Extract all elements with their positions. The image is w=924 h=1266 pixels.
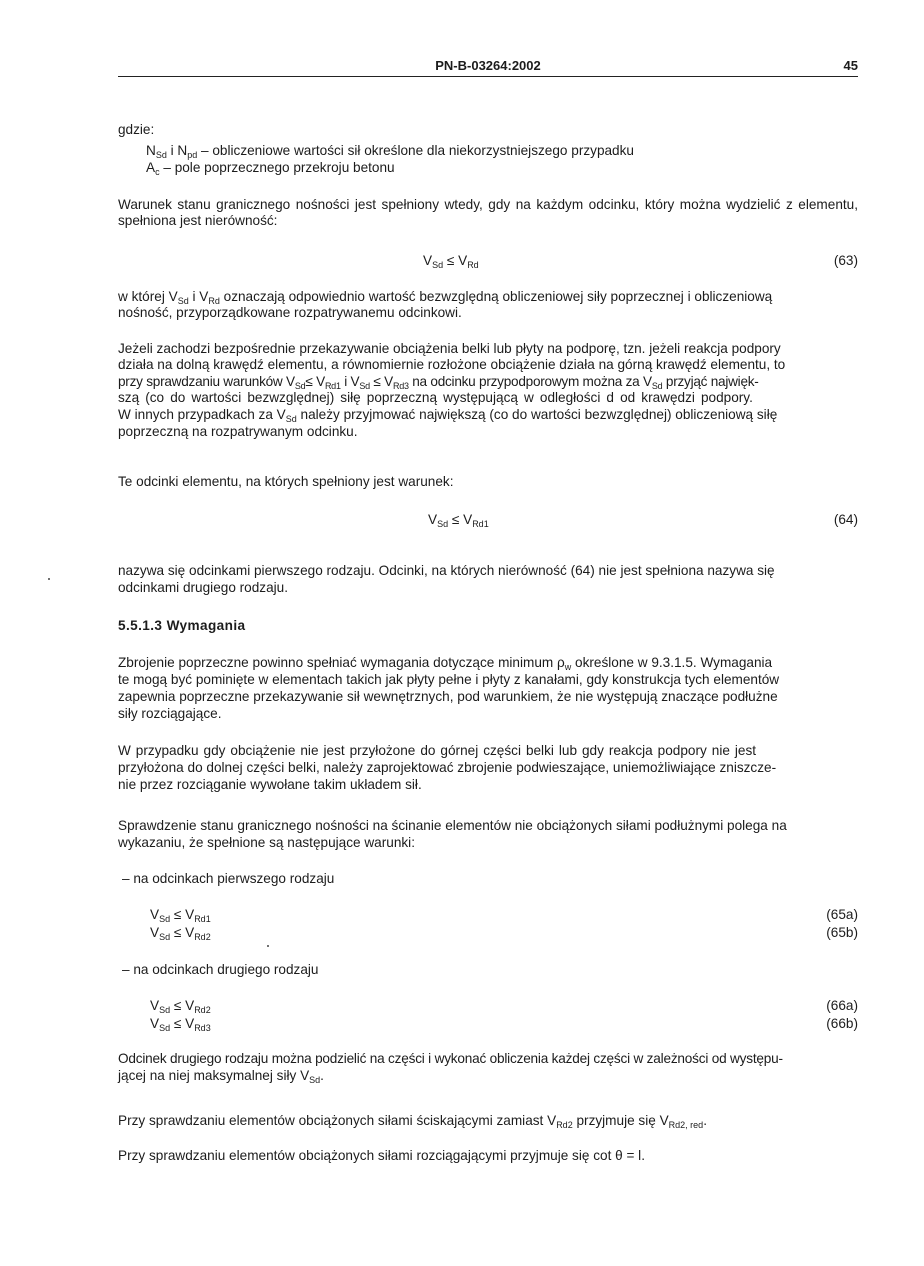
equation-65a-formula: $V_{Sd} \le V_{Rd1}$ (150, 907, 211, 924)
paragraph-wprzypadku-line1: W przypadku gdy obciążenie nie jest przyłożone do górnej części belki lub gdy reakcja podpory nie jest (118, 743, 757, 758)
equation-66b (118, 1016, 858, 1032)
paragraph-nazywa-line2: odcinkami drugiego rodzaju. (118, 580, 289, 595)
paragraph-zbrojenie-line1: Zbrojenie poprzeczne powinno spełniać wymagania dotyczące minimum $\rho_w$ określone w 9.3.1.5. Wymagania (118, 655, 773, 672)
equation-63 (118, 253, 858, 269)
gdzie-label: gdzie: (118, 122, 155, 137)
equation-64 (118, 512, 858, 528)
paragraph-sciskajace: Przy sprawdzaniu elementów obciążonych siłami ściskającymi zamiast $V_{Rd2}$ przyjmuje się $V_{Rd2, red}$. (118, 1113, 707, 1130)
section-title: Wymagania (166, 618, 246, 633)
paragraph-te-odcinki: Te odcinki elementu, na których spełniony jest warunek: (118, 474, 454, 489)
scan-speck (267, 945, 269, 947)
equation-64-formula: $V_{Sd} \le V_{Rd1}$ (428, 512, 489, 529)
standard-code: PN-B-03264:2002 (435, 58, 541, 73)
equation-66a-number: (66a) (826, 998, 858, 1013)
equation-66b-number: (66b) (826, 1016, 858, 1031)
paragraph-nazywa-line1: nazywa się odcinkami pierwszego rodzaju. Odcinki, na których nierówność (64) nie jest spełniona nazywa się (118, 563, 775, 578)
paragraph-wprzypadku-line2: przyłożona do dolnej części belki, należy zaprojektować zbrojenie podwieszające, uniemożliwiające zniszcze- (118, 760, 777, 775)
definition-nsd: $N_{Sd}$ i $N_{pd}$ – obliczeniowe wartości sił określone dla niekorzystniejszego przypadku (146, 143, 634, 160)
page-number: 45 (843, 58, 858, 73)
paragraph-jezeli-line1: Jeżeli zachodzi bezpośrednie przekazywanie obciążenia belki lub płyty na podporę, tzn. jeżeli reakcja podpory (118, 341, 781, 356)
paragraph-zbrojenie-line4: siły rozciągające. (118, 706, 222, 721)
paragraph-odcinek-line1: Odcinek drugiego rodzaju można podzielić na części i wykonać obliczenia każdej części w zależności od występu- (118, 1051, 783, 1066)
paragraph-jezeli-line6: poprzeczną na rozpatrywanym odcinku. (118, 424, 358, 439)
page-header (118, 58, 858, 76)
equation-63-number: (63) (833, 253, 858, 268)
equation-66a-formula: $V_{Sd} \le V_{Rd2}$ (150, 998, 211, 1015)
equation-66a (118, 998, 858, 1014)
equation-66b-formula: $V_{Sd} \le V_{Rd3}$ (150, 1016, 211, 1033)
equation-64-number: (64) (833, 512, 858, 527)
list-item-first-kind: – na odcinkach pierwszego rodzaju (122, 871, 335, 886)
paragraph-rozciagajace: Przy sprawdzaniu elementów obciążonych siłami rozciągającymi przyjmuje się cot θ = l. (118, 1148, 645, 1163)
equation-65b-formula: $V_{Sd} \le V_{Rd2}$ (150, 925, 211, 942)
paragraph-warunek: Warunek stanu granicznego nośności jest spełniony wtedy, gdy na każdym odcinku, który można wydzielić z elementu, spełniona jest nierówność: (118, 197, 858, 228)
paragraph-wprzypadku-line3: nie przez rozciąganie wywołane takim układem sił. (118, 777, 422, 792)
definition-ac: $A_c$ – pole poprzecznego przekroju betonu (146, 160, 395, 177)
equation-65a-number: (65a) (826, 907, 858, 922)
equation-65a (118, 907, 858, 923)
section-number: 5.5.1.3 (118, 618, 163, 633)
paragraph-jezeli-line4: szą (co do wartości bezwzględnej) siłę poprzeczną występującą w odległości d od krawędzi podpory. (118, 390, 753, 405)
paragraph-sprawdzenie-line1: Sprawdzenie stanu granicznego nośności na ścinanie elementów nie obciążonych siłami podłużnymi polega na (118, 818, 787, 833)
list-item-second-kind: – na odcinkach drugiego rodzaju (122, 962, 319, 977)
paragraph-odcinek-line2: jącej na niej maksymalnej siły $V_{Sd}$. (118, 1068, 324, 1085)
paragraph-sprawdzenie-line2: wykazaniu, że spełnione są następujące warunki: (118, 835, 415, 850)
section-heading (118, 618, 245, 633)
equation-65b-number: (65b) (826, 925, 858, 940)
paragraph-jezeli-line5: W innych przypadkach za $V_{Sd}$ należy przyjmować największą (co do wartości bezwzględnej) obliczeniową siłę (118, 407, 778, 424)
equation-65b (118, 925, 858, 941)
paragraph-jezeli-line2: działa na dolną krawędź elementu, a równomiernie rozłożone obciążenie działa na górną krawędź elementu, to (118, 357, 786, 372)
scan-speck (48, 578, 50, 580)
paragraph-wktorej-line2: nośność, przyporządkowane rozpatrywanemu odcinkowi. (118, 305, 462, 320)
paragraph-wktorej-line1: w której $V_{Sd}$ i $V_{Rd}$ oznaczają odpowiednio wartość bezwzględną obliczeniowej siły poprzecznej i obliczeniową (118, 289, 773, 306)
paragraph-zbrojenie-line2: te mogą być pominięte w elementach takich jak płyty pełne i płyty z kanałami, gdy konstrukcja tych elementów (118, 672, 780, 687)
header-rule (118, 76, 858, 77)
equation-63-formula: $V_{Sd} \le V_{Rd}$ (423, 253, 479, 270)
paragraph-zbrojenie-line3: zapewnia poprzeczne przekazywanie sił wewnętrznych, pod warunkiem, że nie występują znaczące podłużne (118, 689, 778, 704)
paragraph-jezeli-line3: przy sprawdzaniu warunków $V_{Sd}\le V_{Rd1}$ i $V_{Sd} \le V_{Rd3}$ na odcinku przypodporowym można za $V_{Sd}$ przyjąć najwięk- (118, 374, 759, 391)
